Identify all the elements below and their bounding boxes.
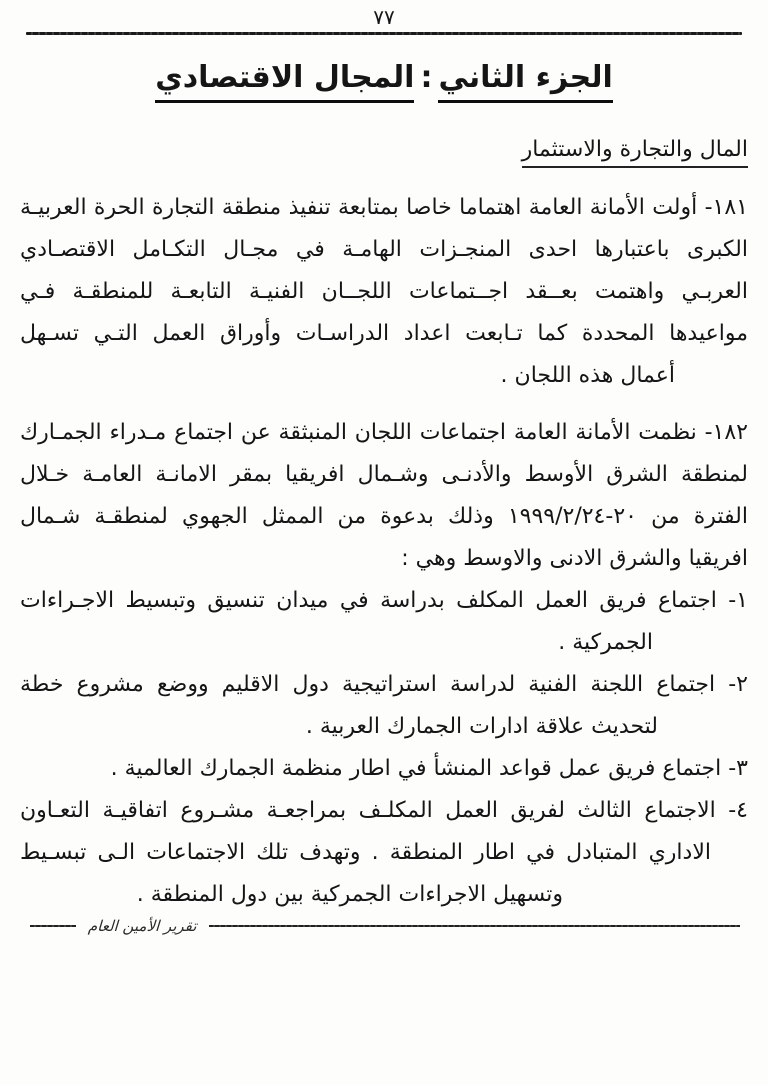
text-line: ٢- اجتماع اللجنة الفنية لدراسة استراتيجية دول الاقليم ووضع مشروع خطة (20, 672, 748, 697)
page-number: ٧٧ (373, 5, 395, 29)
title-subject-label: المجال الاقتصادي (155, 60, 414, 103)
section-heading: المال والتجارة والاستثمار (20, 137, 748, 179)
footer-rule-long (209, 925, 740, 927)
paragraph-182 (20, 413, 748, 581)
text-line: الجمركية . (558, 630, 653, 655)
text-line: ١- اجتماع فريق العمل المكلف بدراسة في ميدان تنسيق وتبسيط الاجـراءات (20, 588, 748, 613)
text-line: ٤- الاجتماع الثالث لفريق العمل المكلـف بمراجعـة مشـروع اتفاقيـة التعـاون (20, 798, 748, 823)
text-line: مواعيدها المحددة كما تـابعت اعداد الدراسـات وأوراق العمل التـي تسـهل (20, 321, 748, 346)
paragraph-181 (20, 188, 748, 398)
text-line: لمنطقة الشرق الأوسط والأدنـى وشـمال افريقيا بمقر الامانـة العامـة خـلال (20, 462, 748, 487)
list-item-4 (20, 791, 748, 917)
text-line: ١٨٢- نظمت الأمانة العامة اجتماعات اللجان المنبثقة عن اجتماع مـدراء الجمـارك (20, 420, 748, 445)
text-line: الفترة من ٢٠-١٩٩٩/٢/٢٤ وذلك بدعوة من الممثل الجهوي لمنطقـة شـمال (20, 504, 748, 529)
top-rule-divider (26, 32, 742, 35)
text-line: الاداري المتبادل في اطار المنطقة . وتهدف تلك الاجتماعات الـى تبسـيط (20, 840, 711, 865)
title-separator: : (420, 60, 433, 95)
footer-rule-short (30, 925, 76, 927)
document-title (0, 60, 768, 103)
list-item-1 (20, 581, 748, 665)
footer-note: تقرير الأمين العام (87, 917, 198, 935)
text-line: ١٨١- أولت الأمانة العامة اهتماما خاصا بمتابعة تنفيذ منطقة التجارة الحرة العربيـة (20, 195, 748, 220)
text-line: وتسهيل الاجراءات الجمركية بين دول المنطقة . (136, 882, 563, 907)
list-item-3 (20, 749, 748, 791)
page-footer (30, 917, 740, 935)
text-line: الكبرى باعتبارها احدى المنجـزات الهامـة في مجـال التكـامل الاقتصـادي (20, 237, 748, 262)
text-line: أعمال هذه اللجان . (500, 363, 675, 388)
title-part-label: الجزء الثاني (438, 60, 612, 103)
text-line: افريقيا والشرق الادنى والاوسط وهي : (401, 546, 748, 571)
text-line: لتحديث علاقة ادارات الجمارك العربية . (305, 714, 658, 739)
page-body (20, 137, 748, 917)
list-item-2 (20, 665, 748, 749)
text-line: ٣- اجتماع فريق عمل قواعد المنشأ في اطار منظمة الجمارك العالمية . (110, 756, 748, 781)
text-line: العربـي واهتمت بعــقد اجــتماعات اللجــان الفنيـة التابعـة للمنطقـة فـي (20, 279, 748, 304)
